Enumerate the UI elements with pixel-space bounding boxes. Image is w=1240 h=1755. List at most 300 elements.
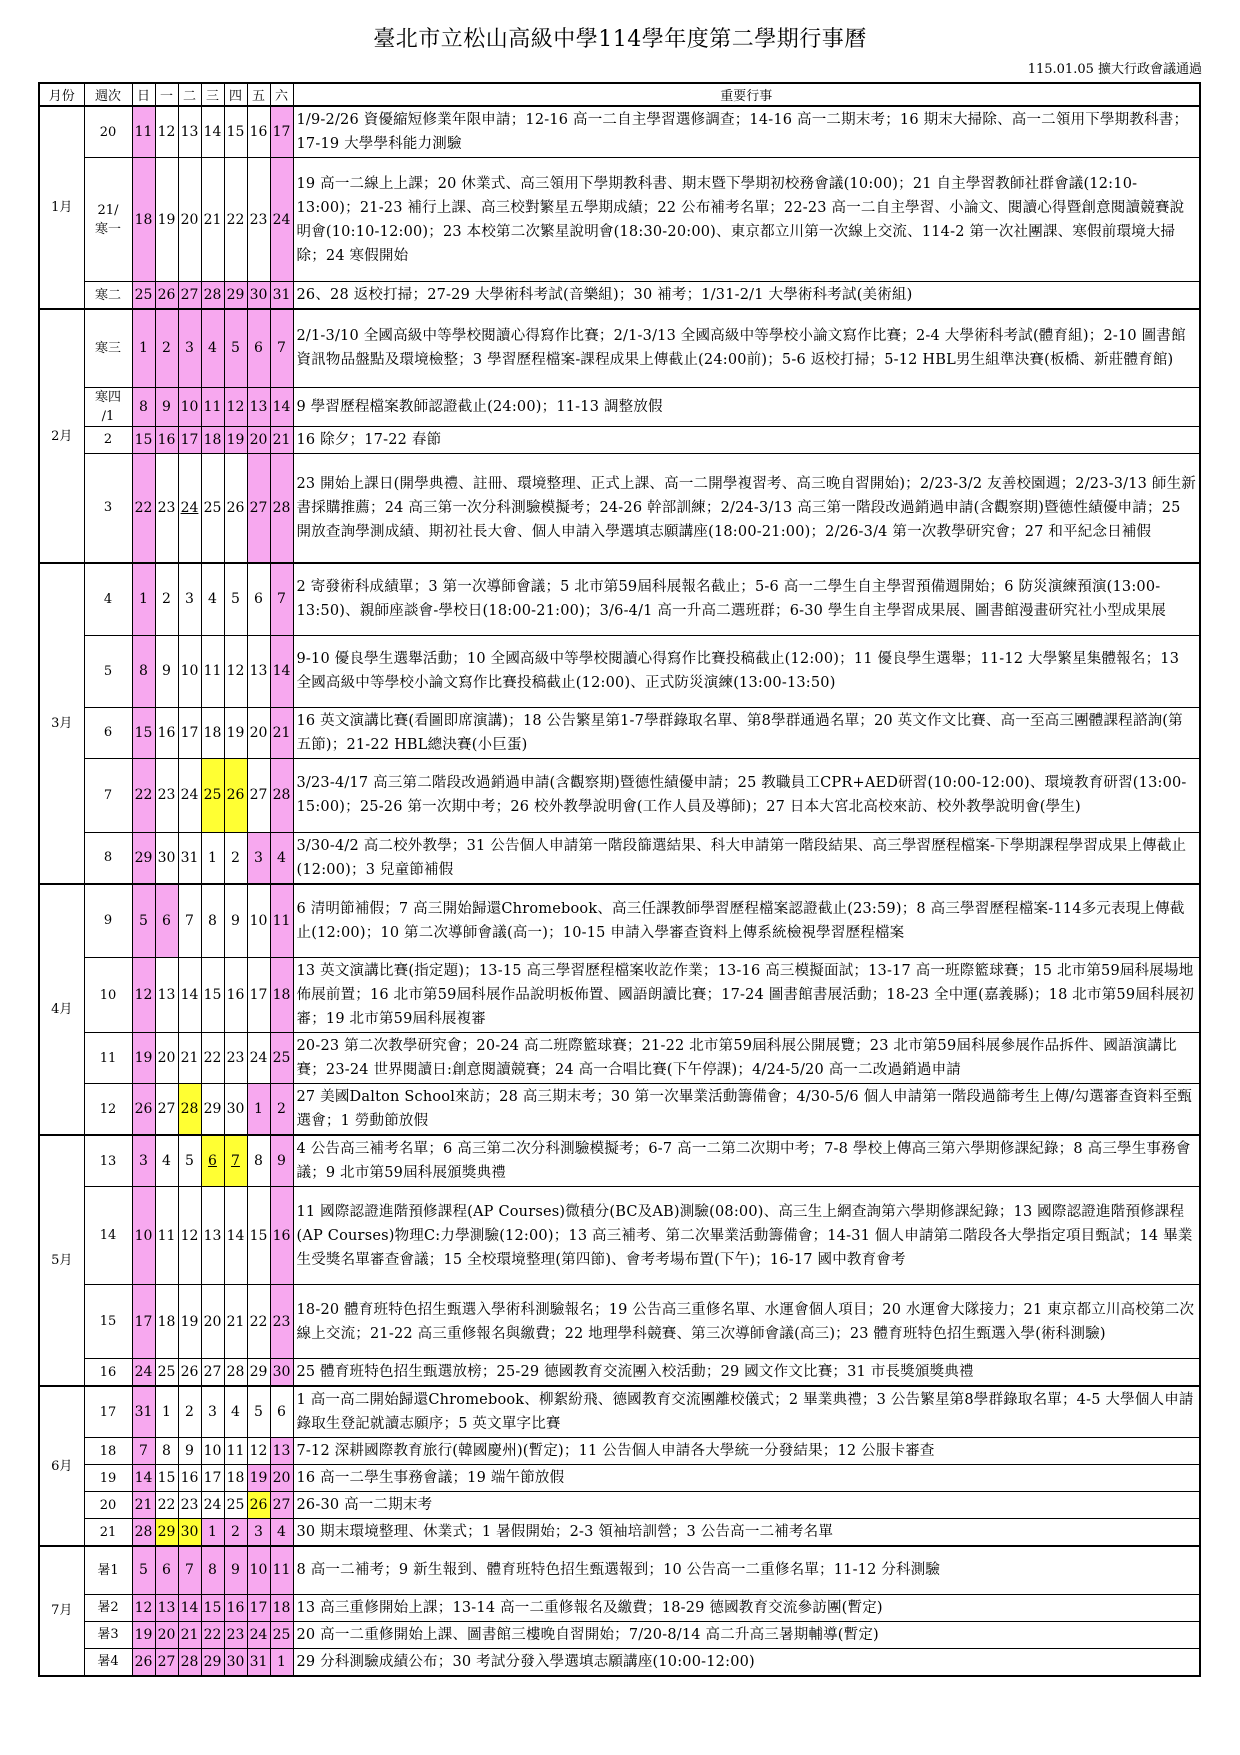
day-number: 17 — [249, 987, 268, 1003]
day-number: 9 — [277, 1153, 286, 1169]
day-number: 9 — [231, 1562, 240, 1579]
day-number: 27 — [157, 1101, 176, 1117]
day-cell — [224, 1359, 247, 1387]
day-number: 17 — [203, 1470, 222, 1486]
week-row — [39, 1621, 1200, 1648]
day-cell — [247, 453, 270, 563]
day-number: 11 — [226, 1443, 245, 1459]
day-cell — [270, 1492, 293, 1519]
day-cell — [132, 158, 155, 282]
week-number: 13 — [84, 1135, 132, 1187]
day-cell — [201, 1033, 224, 1084]
day-number: 21 — [180, 1050, 199, 1066]
day-number: 30 — [272, 1364, 291, 1380]
day-cell — [155, 1621, 178, 1648]
day-number: 1 — [208, 1524, 217, 1540]
day-number: 8 — [254, 1153, 263, 1169]
day-number: 30 — [226, 1101, 245, 1117]
day-cell — [247, 958, 270, 1033]
day-number: 26 — [226, 787, 245, 803]
week-row — [39, 1359, 1200, 1387]
calendar-table — [38, 82, 1201, 1677]
day-cell — [178, 282, 201, 310]
day-number: 15 — [249, 1227, 268, 1244]
day-cell — [132, 1438, 155, 1465]
day-number: 12 — [180, 1227, 199, 1244]
day-number: 13 — [180, 124, 199, 140]
week-number: 11 — [84, 1033, 132, 1084]
day-cell — [201, 1135, 224, 1187]
day-cell — [224, 1621, 247, 1648]
week-row — [39, 758, 1200, 832]
day-number: 29 — [157, 1524, 176, 1540]
day-cell — [270, 1033, 293, 1084]
day-cell — [155, 106, 178, 158]
events-cell: 16 高一二學生事務會議；19 端午節放假 — [293, 1465, 1200, 1492]
day-number: 25 — [272, 1050, 291, 1066]
day-cell — [201, 1285, 224, 1359]
day-number: 24 — [180, 499, 199, 516]
day-number: 20 — [272, 1470, 291, 1486]
day-number: 22 — [226, 211, 245, 228]
day-number: 11 — [203, 398, 222, 415]
week-row — [39, 1546, 1200, 1594]
day-cell — [155, 1438, 178, 1465]
day-number: 12 — [134, 1599, 153, 1616]
day-cell — [270, 309, 293, 387]
day-cell — [224, 1135, 247, 1187]
day-number: 1 — [162, 1404, 171, 1420]
week-row — [39, 1438, 1200, 1465]
day-cell — [224, 1519, 247, 1547]
day-cell — [224, 1648, 247, 1676]
day-cell — [270, 832, 293, 884]
day-cell — [155, 1648, 178, 1676]
day-cell — [178, 707, 201, 758]
events-cell: 20 高一二重修開始上課、圖書館三樓晚自習開始；7/20-8/14 高二升高三暑期輔導(暫定) — [293, 1621, 1200, 1648]
day-cell — [270, 1594, 293, 1621]
day-cell — [132, 1386, 155, 1438]
day-cell — [132, 282, 155, 310]
day-number: 25 — [134, 287, 153, 303]
events-cell: 16 英文演講比賽(看圖即席演講)；18 公告繁星第1-7學群錄取名單、第8學群通過名單；20 英文作文比賽、高一至高三團體課程諮詢(第五節)；21-22 HBL總決賽(小巨蛋) — [293, 707, 1200, 758]
day-number: 18 — [134, 211, 153, 228]
day-number: 12 — [249, 1443, 268, 1459]
day-number: 27 — [272, 1497, 291, 1513]
day-cell — [132, 1621, 155, 1648]
day-cell — [201, 1648, 224, 1676]
day-number: 2 — [162, 340, 171, 357]
day-cell — [178, 1285, 201, 1359]
events-cell: 16 除夕；17-22 春節 — [293, 426, 1200, 453]
day-cell — [247, 1187, 270, 1285]
day-number: 16 — [180, 1470, 199, 1486]
day-number: 6 — [162, 1562, 171, 1579]
day-cell — [270, 1519, 293, 1547]
week-row — [39, 1519, 1200, 1547]
day-number: 21 — [272, 431, 291, 448]
day-cell — [132, 387, 155, 426]
day-number: 9 — [162, 663, 171, 679]
header-row — [39, 83, 1200, 106]
day-number: 20 — [249, 724, 268, 741]
week-number: 9 — [84, 884, 132, 958]
day-cell — [132, 1594, 155, 1621]
day-number: 1 — [139, 340, 148, 357]
day-number: 19 — [134, 1626, 153, 1643]
day-cell — [224, 832, 247, 884]
day-number: 17 — [272, 124, 291, 140]
day-number: 21 — [203, 211, 222, 228]
day-cell — [201, 1438, 224, 1465]
day-cell — [132, 1359, 155, 1387]
day-cell — [155, 1187, 178, 1285]
day-cell — [270, 1187, 293, 1285]
day-cell — [132, 1033, 155, 1084]
day-number: 18 — [272, 987, 291, 1003]
day-cell — [224, 563, 247, 635]
day-number: 14 — [134, 1470, 153, 1486]
week-row — [39, 158, 1200, 282]
events-cell: 23 開始上課日(開學典禮、註冊、環境整理、正式上課、高一二開學複習考、高三晚自習開始)；2/23-3/2 友善校園週；2/23-3/13 師生新書採購推薦；24 高三第一次分科測驗模擬考；24-26 幹部訓練；2/24-3/13 高三第一階段改過銷過申請(含觀察期)暨德性績優申請；25 開放查詢學測成績、期初社長大會、個人申請入學選填志願講座(18:00-21:00)；2/26-3/4 第一次教學研究會；27 和平紀念日補假 — [293, 453, 1200, 563]
events-cell: 4 公告高三補考名單；6 高三第二次分科測驗模擬考；6-7 高一二第二次期中考；7-8 學校上傳高三第六學期修課紀錄；8 高三學生事務會議；9 北市第59屆科展頒獎典禮 — [293, 1135, 1200, 1187]
day-cell — [270, 1084, 293, 1136]
day-number: 3 — [185, 591, 194, 608]
day-cell — [132, 758, 155, 832]
day-number: 1 — [139, 591, 148, 608]
month-label: 2月 — [39, 309, 84, 563]
day-cell — [132, 563, 155, 635]
day-cell — [132, 1546, 155, 1594]
day-number: 2 — [185, 1404, 194, 1420]
day-number: 10 — [203, 1443, 222, 1459]
day-cell — [178, 1492, 201, 1519]
day-cell — [247, 563, 270, 635]
day-number: 8 — [139, 398, 148, 415]
day-number: 23 — [226, 1626, 245, 1643]
day-number: 6 — [162, 912, 171, 929]
day-cell — [155, 453, 178, 563]
day-number: 14 — [272, 663, 291, 679]
day-cell — [270, 1135, 293, 1187]
day-cell — [132, 1465, 155, 1492]
day-number: 19 — [134, 1050, 153, 1066]
day-number: 11 — [272, 912, 291, 929]
day-number: 27 — [249, 499, 268, 516]
day-cell — [155, 387, 178, 426]
day-number: 21 — [134, 1497, 153, 1513]
day-number: 7 — [277, 591, 286, 608]
day-cell — [247, 1135, 270, 1187]
day-cell — [132, 1187, 155, 1285]
day-cell — [270, 1621, 293, 1648]
events-cell: 26-30 高一二期末考 — [293, 1492, 1200, 1519]
day-cell — [247, 158, 270, 282]
day-number: 27 — [157, 1653, 176, 1670]
day-cell — [178, 832, 201, 884]
day-cell — [247, 635, 270, 707]
day-number: 19 — [226, 724, 245, 741]
day-cell — [132, 1135, 155, 1187]
day-number: 10 — [180, 398, 199, 415]
day-cell — [224, 635, 247, 707]
events-cell: 9 學習歷程檔案教師認證截止(24:00)；11-13 調整放假 — [293, 387, 1200, 426]
day-cell — [178, 1648, 201, 1676]
day-number: 11 — [157, 1227, 176, 1244]
day-cell — [178, 1546, 201, 1594]
day-cell — [178, 1386, 201, 1438]
header-month: 月份 — [39, 83, 84, 106]
day-cell — [178, 1084, 201, 1136]
week-number: 寒二 — [84, 282, 132, 310]
day-number: 29 — [134, 849, 153, 866]
day-cell — [178, 426, 201, 453]
day-number: 4 — [277, 1524, 286, 1540]
day-number: 22 — [203, 1626, 222, 1643]
week-number: 21 — [84, 1519, 132, 1547]
day-cell — [132, 426, 155, 453]
day-number: 18 — [226, 1470, 245, 1486]
events-cell: 1 高一高二開始歸還Chromebook、柳絮紛飛、德國教育交流團離校儀式；2 畢業典禮；3 公告繁星第8學群錄取名單；4-5 大學個人申請錄取生登記就讀志願序；5 英文單字比賽 — [293, 1386, 1200, 1438]
header-sun: 日 — [132, 83, 155, 106]
day-cell — [224, 453, 247, 563]
day-number: 4 — [277, 849, 286, 866]
day-number: 16 — [226, 1599, 245, 1616]
day-cell — [132, 707, 155, 758]
day-number: 10 — [249, 1562, 268, 1579]
day-cell — [270, 1438, 293, 1465]
day-number: 17 — [180, 431, 199, 448]
week-number: 6 — [84, 707, 132, 758]
day-cell — [132, 453, 155, 563]
day-number: 24 — [272, 211, 291, 228]
week-row — [39, 106, 1200, 158]
day-cell — [201, 453, 224, 563]
day-cell — [201, 1492, 224, 1519]
day-cell — [247, 309, 270, 387]
day-number: 29 — [203, 1101, 222, 1117]
day-number: 22 — [157, 1497, 176, 1513]
day-number: 29 — [203, 1653, 222, 1670]
day-number: 27 — [249, 787, 268, 803]
day-cell — [178, 958, 201, 1033]
day-number: 23 — [157, 499, 176, 516]
day-cell — [155, 1135, 178, 1187]
day-cell — [178, 1135, 201, 1187]
day-cell — [270, 1386, 293, 1438]
week-row — [39, 1135, 1200, 1187]
day-number: 27 — [180, 287, 199, 303]
day-number: 10 — [180, 663, 199, 679]
day-cell — [247, 1621, 270, 1648]
day-cell — [201, 758, 224, 832]
day-cell — [201, 1084, 224, 1136]
day-cell — [247, 707, 270, 758]
day-cell — [132, 884, 155, 958]
day-number: 5 — [139, 1562, 148, 1579]
day-number: 8 — [139, 663, 148, 679]
week-number: 12 — [84, 1084, 132, 1136]
day-cell — [224, 1594, 247, 1621]
week-number: 7 — [84, 758, 132, 832]
week-number: 暑2 — [84, 1594, 132, 1621]
day-number: 6 — [254, 340, 263, 357]
day-cell — [247, 282, 270, 310]
day-cell — [201, 958, 224, 1033]
week-number: 10 — [84, 958, 132, 1033]
week-number: 4 — [84, 563, 132, 635]
day-number: 11 — [203, 663, 222, 679]
events-cell: 9-10 優良學生選舉活動；10 全國高級中等學校閱讀心得寫作比賽投稿截止(12:00)；11 優良學生選舉；11-12 大學繁星集體報名；13 全國高級中等學校小論文寫作比賽投稿截止(12:00)、正式防災演練(13:00-13:50) — [293, 635, 1200, 707]
day-number: 4 — [208, 340, 217, 357]
day-number: 29 — [226, 287, 245, 303]
day-cell — [178, 1621, 201, 1648]
day-number: 14 — [180, 987, 199, 1003]
day-cell — [224, 1492, 247, 1519]
day-cell — [270, 758, 293, 832]
day-cell — [132, 958, 155, 1033]
day-cell — [247, 1465, 270, 1492]
day-cell — [270, 1285, 293, 1359]
day-number: 5 — [139, 912, 148, 929]
header-mon: 一 — [155, 83, 178, 106]
week-row — [39, 707, 1200, 758]
page-title: 臺北市立松山高級中學114學年度第二學期行事曆 — [373, 27, 867, 52]
day-cell — [247, 1546, 270, 1594]
events-cell: 3/23-4/17 高三第二階段改過銷過申請(含觀察期)暨德性績優申請；25 教職員工CPR+AED研習(10:00-12:00)、環境教育研習(13:00-15:00)；25-26 第一次期中考；26 校外教學說明會(工作人員及導師)；27 日本大宮北高校來訪、校外教學說明會(學生) — [293, 758, 1200, 832]
day-number: 30 — [157, 849, 176, 866]
week-row — [39, 1465, 1200, 1492]
week-number: 14 — [84, 1187, 132, 1285]
events-cell: 3/30-4/2 高二校外教學；31 公告個人申請第一階段篩選結果、科大申請第一階段結果、高三學習歷程檔案-下學期課程學習成果上傳截止(12:00)；3 兒童節補假 — [293, 832, 1200, 884]
day-cell — [247, 1084, 270, 1136]
day-number: 17 — [249, 1599, 268, 1616]
day-cell — [247, 426, 270, 453]
week-row — [39, 1187, 1200, 1285]
day-cell — [270, 635, 293, 707]
day-cell — [201, 282, 224, 310]
day-cell — [270, 707, 293, 758]
day-number: 13 — [249, 398, 268, 415]
day-cell — [178, 1519, 201, 1547]
day-cell — [132, 1492, 155, 1519]
day-cell — [270, 958, 293, 1033]
month-label: 5月 — [39, 1135, 84, 1386]
week-row — [39, 1285, 1200, 1359]
day-number: 1 — [254, 1101, 263, 1117]
events-cell: 30 期末環境整理、休業式；1 暑假開始；2-3 領袖培訓營；3 公告高一二補考名單 — [293, 1519, 1200, 1547]
day-number: 22 — [134, 787, 153, 803]
day-cell — [201, 1359, 224, 1387]
day-cell — [270, 106, 293, 158]
day-cell — [224, 309, 247, 387]
day-number: 14 — [226, 1227, 245, 1244]
day-cell — [224, 106, 247, 158]
day-cell — [247, 387, 270, 426]
events-cell: 27 美國Dalton School來訪；28 高三期末考；30 第一次畢業活動籌備會；4/30-5/6 個人申請第一階段過篩考生上傳/勾選審查資料至甄選會；1 勞動節放假 — [293, 1084, 1200, 1136]
day-cell — [247, 758, 270, 832]
day-number: 31 — [134, 1404, 153, 1420]
day-number: 16 — [249, 124, 268, 140]
day-number: 14 — [203, 124, 222, 140]
day-number: 18 — [272, 1599, 291, 1616]
day-cell — [178, 1465, 201, 1492]
day-number: 5 — [231, 340, 240, 357]
day-number: 8 — [208, 912, 217, 929]
month-label: 6月 — [39, 1386, 84, 1546]
day-number: 19 — [226, 431, 245, 448]
day-cell — [132, 1084, 155, 1136]
day-number: 7 — [277, 340, 286, 357]
day-number: 16 — [157, 431, 176, 448]
day-cell — [224, 1084, 247, 1136]
day-cell — [155, 1285, 178, 1359]
day-number: 8 — [162, 1443, 171, 1459]
week-number: 15 — [84, 1285, 132, 1359]
day-number: 19 — [157, 211, 176, 228]
day-cell — [270, 1465, 293, 1492]
week-row — [39, 453, 1200, 563]
day-number: 26 — [249, 1497, 268, 1513]
day-cell — [155, 1033, 178, 1084]
header-sat: 六 — [270, 83, 293, 106]
day-cell — [132, 1519, 155, 1547]
day-cell — [155, 958, 178, 1033]
day-cell — [247, 106, 270, 158]
month-label: 1月 — [39, 106, 84, 309]
header-events: 重要行事 — [293, 83, 1200, 106]
week-row — [39, 832, 1200, 884]
day-number: 22 — [249, 1313, 268, 1330]
day-number: 25 — [203, 499, 222, 516]
events-cell: 7-12 深耕國際教育旅行(韓國慶州)(暫定)；11 公告個人申請各大學統一分發結果；12 公服卡審查 — [293, 1438, 1200, 1465]
day-number: 4 — [162, 1153, 171, 1169]
week-row — [39, 884, 1200, 958]
day-cell — [201, 106, 224, 158]
day-cell — [270, 1648, 293, 1676]
day-number: 25 — [272, 1626, 291, 1643]
events-cell: 13 高三重修開始上課；13-14 高一二重修報名及繳費；18-29 德國教育交流參訪團(暫定) — [293, 1594, 1200, 1621]
day-cell — [178, 309, 201, 387]
day-number: 2 — [277, 1101, 286, 1117]
day-cell — [178, 635, 201, 707]
day-number: 18 — [203, 724, 222, 741]
events-cell: 6 清明節補假；7 高三開始歸還Chromebook、高三任課教師學習歷程檔案認證截止(23:59)；8 高三學習歷程檔案-114多元表現上傳截止(12:00)；10 第二次導師會議(高一)；10-15 申請入學審查資料上傳系統檢視學習歷程檔案 — [293, 884, 1200, 958]
day-number: 11 — [134, 124, 153, 140]
day-number: 31 — [272, 287, 291, 303]
day-cell — [178, 1438, 201, 1465]
day-cell — [155, 309, 178, 387]
day-cell — [178, 158, 201, 282]
day-cell — [247, 1285, 270, 1359]
week-row — [39, 635, 1200, 707]
events-cell: 29 分科測驗成績公布；30 考試分發入學選填志願講座(10:00-12:00) — [293, 1648, 1200, 1676]
week-row — [39, 426, 1200, 453]
day-number: 11 — [272, 1562, 291, 1579]
day-cell — [178, 1594, 201, 1621]
day-number: 12 — [226, 663, 245, 679]
day-number: 29 — [249, 1364, 268, 1380]
day-cell — [224, 426, 247, 453]
day-cell — [178, 387, 201, 426]
day-number: 24 — [249, 1626, 268, 1643]
day-cell — [201, 387, 224, 426]
day-number: 3 — [185, 340, 194, 357]
day-number: 28 — [203, 287, 222, 303]
day-number: 24 — [134, 1364, 153, 1380]
week-number: 19 — [84, 1465, 132, 1492]
day-number: 28 — [272, 787, 291, 803]
